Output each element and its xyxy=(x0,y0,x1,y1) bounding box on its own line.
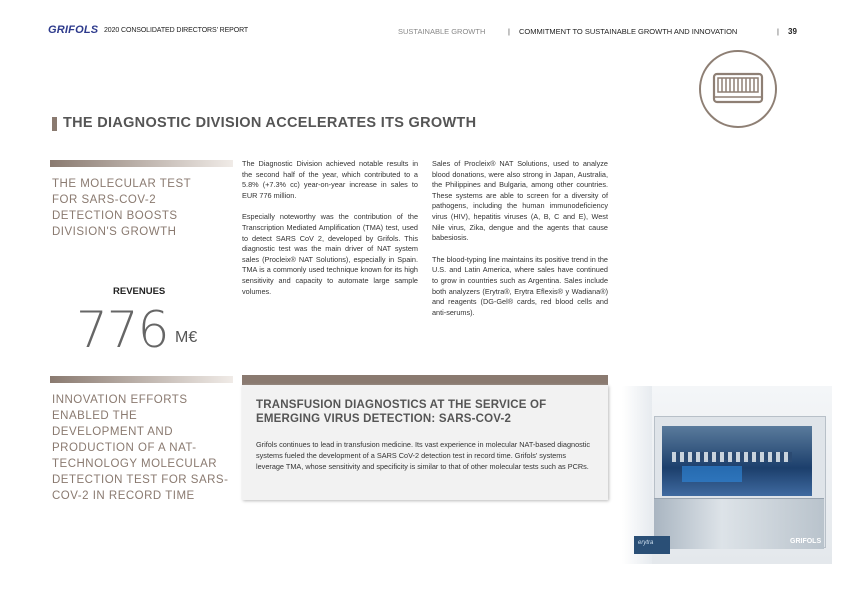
breadcrumb-chapter[interactable]: COMMITMENT TO SUSTAINABLE GROWTH AND INNOVATION xyxy=(519,27,738,36)
callout-title: TRANSFUSION DIAGNOSTICS AT THE SERVICE OF EMERGING VIRUS DETECTION: SARS-COV-2 xyxy=(256,399,547,425)
body-paragraph: The blood-typing line maintains its positive trend in the U.S. and Latin America, where sales have continued to grow in countries such as Argentina. Sales include both analyzers (Erytra®, Erytra Eflexis® y Wadiana®) and reagents (DG-Gel® cards, red blood cells and anti-serums). xyxy=(432,254,608,317)
body-column-2 xyxy=(432,159,608,329)
sidebar-highlight-1: THE MOLECULAR TEST FOR SARS-COV-2 DETECTION BOOSTS DIVISION'S GROWTH xyxy=(52,178,191,238)
analyzer-photo xyxy=(622,386,832,564)
callout-body: Grifols continues to lead in transfusion medicine. Its vast experience in molecular NAT-based diagnostic systems fueled the development of a SARS CoV-2 detection test in record time. Grifols' systems leverage TMA, whose sensitivity and specificity is similar to that of other molecular tests such as PCRs. xyxy=(256,440,591,471)
page-heading: THE DIAGNOSTIC DIVISION ACCELERATES ITS GROWTH xyxy=(63,115,477,131)
divider-bar xyxy=(50,376,233,383)
analyzer-rack xyxy=(672,452,792,462)
divider-bar xyxy=(50,160,233,167)
analyzer-light xyxy=(682,466,742,482)
body-paragraph: Especially noteworthy was the contribution of the Transcription Mediated Amplification (TMA) test, used to detect SARS CoV 2, developed by Grifols. This diagnostic test was the main driver of NAT system sales (Procleix® NAT Solutions), especially in Spain. TMA is a commonly used technique known for its high sensitivity and capacity to automate large sample volumes. xyxy=(242,212,418,296)
breadcrumb-separator: | xyxy=(777,27,779,36)
body-paragraph: Sales of Procleix® NAT Solutions, used to analyze blood donations, were also strong in Japan, Australia, the Philippines and Bulgaria, among other countries. These systems are able to screen for a diversity of pathogens, including the human immunodeficiency virus (HIV), hepatitis viruses (A, B, C and E), West Nile virus, Zika, dengue and the agents that cause babesiosis. xyxy=(432,159,608,243)
analyzer-screen-label: erytra xyxy=(638,540,654,546)
diagnostic-plate-icon xyxy=(699,50,777,128)
breadcrumb-separator: | xyxy=(508,27,510,36)
analyzer-brand-logo: GRIFOLS xyxy=(790,538,822,545)
revenues-label: REVENUES xyxy=(113,286,166,297)
page-number: 39 xyxy=(788,27,797,36)
sidebar-highlight-2: INNOVATION EFFORTS ENABLED THE DEVELOPMENT AND PRODUCTION OF A NAT-TECHNOLOGY MOLECULAR DETECTION TEST FOR SARS-COV-2 IN RECORD TIME xyxy=(52,394,229,502)
breadcrumb-section[interactable]: SUSTAINABLE GROWTH xyxy=(398,27,486,36)
report-title: 2020 CONSOLIDATED DIRECTORS' REPORT xyxy=(104,27,249,34)
body-column-1 xyxy=(242,159,418,308)
body-paragraph: The Diagnostic Division achieved notable results in the second half of the year, which contributed to a 5.8% (+7.3% cc) year-on-year increase in sales to EUR 776 million. xyxy=(242,159,418,200)
revenues-value: 776 xyxy=(76,301,169,359)
heading-marker xyxy=(52,117,57,131)
grifols-logo: GRIFOLS xyxy=(48,24,99,36)
revenues-unit: M€ xyxy=(175,329,198,346)
callout-header-bar xyxy=(242,375,608,385)
